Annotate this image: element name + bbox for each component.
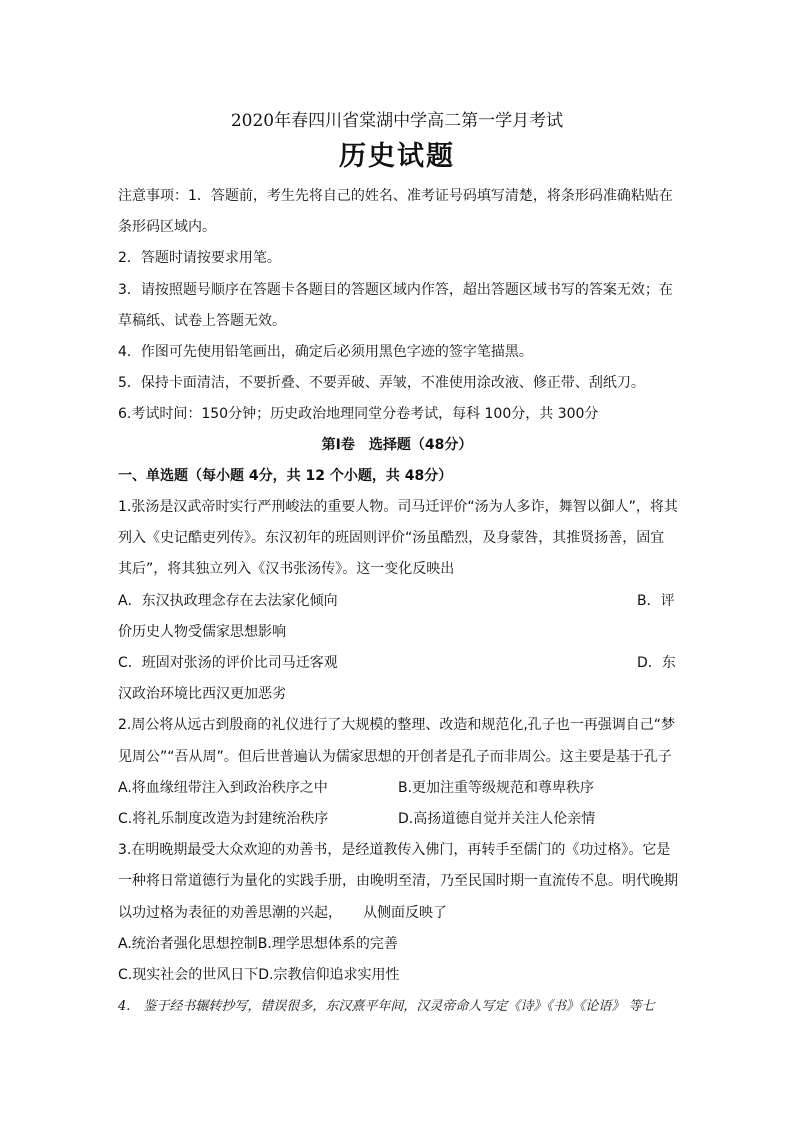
q1-option-a: A．东汉执政理念存在去法家化倾向 <box>118 593 338 609</box>
exam-title: 2020年春四川省棠湖中学高二第一学月考试 <box>230 111 564 131</box>
q1-option-c: C．班固对张汤的评价比司马迁客观 <box>118 655 338 671</box>
subject-title: 历史试题 <box>339 141 455 172</box>
q3-stem-line: 一种将日常道德行为量化的实践手册，由晚明至清，乃至民国时期一直流传不息。明代晚期 <box>118 873 678 889</box>
q1-option-b-head: B．评 <box>637 593 675 609</box>
note-line: 条形码区域内。 <box>118 219 216 235</box>
q1-option-d-tail: 汉政治环境比西汉更加恶劣 <box>118 686 286 702</box>
part-title: 一、单选题（每小题 4分，共 12 个小题，共 48分） <box>118 468 453 484</box>
q1-stem-line: 列入《史记酷吏列传》。东汉初年的班固则评价“汤虽酷烈，及身蒙咎，其推贤扬善，固宜 <box>118 530 665 546</box>
q3-stem-line: 以功过格为表征的劝善思潮的兴起， 从侧面反映了 <box>118 905 447 921</box>
q1-option-d-head: D．东 <box>637 655 676 671</box>
q1-stem-line: 其后”，将其独立列入《汉书张汤传》。这一变化反映出 <box>118 561 455 577</box>
q2-option-c: C.将礼乐制度改造为封建统治秩序 <box>118 811 329 827</box>
q3-options-ab: A.统治者强化思想控制B.理学思想体系的完善 <box>118 936 398 952</box>
note-line: 2．答题时请按要求用笔。 <box>118 250 281 266</box>
note-line: 6.考试时间：150分钟；历史政治地理同堂分卷考试，每科 100分，共 300分 <box>118 406 599 422</box>
q2-stem-line: 见周公”“吾从周”。但后世普遍认为儒家思想的开创者是孔子而非周公。这主要是基于孔子 <box>118 749 672 765</box>
note-line: 注意事项：1．答题前，考生先将自己的姓名、准考证号码填写清楚，将条形码准确粘贴在 <box>118 188 673 204</box>
q2-option-a: A.将血缘纽带注入到政治秩序之中 <box>118 780 328 796</box>
q2-stem-line: 2.周公将从远古到殷商的礼仪进行了大规模的整理、改造和规范化,孔子也一再强调自己“梦 <box>118 717 676 733</box>
q3-options-cd: C.现实社会的世风日下D.宗教信仰追求实用性 <box>118 967 400 983</box>
q2-option-b: B.更加注重等级规范和尊卑秩序 <box>398 780 595 796</box>
note-line: 草稿纸、试卷上答题无效。 <box>118 313 286 329</box>
q1-option-b-tail: 价历史人物受儒家思想影响 <box>118 624 286 640</box>
note-line: 5．保持卡面清洁，不要折叠、不要弄破、弄皱，不准使用涂改液、修正带、刮纸刀。 <box>118 375 645 391</box>
q4-stem-line: 4. 鉴于经书辗转抄写，错误很多，东汉熹平年间，汉灵帝命人写定《诗》《书》《论语》 等七 <box>118 999 655 1014</box>
note-line: 3．请按照题号顺序在答题卡各题目的答题区域内作答，超出答题区域书写的答案无效；在 <box>118 282 673 298</box>
q3-stem-line: 3.在明晚期最受大众欢迎的劝善书，是经道教传入佛门，再转手至儒门的《功过格》。它是 <box>118 842 671 858</box>
q2-option-d: D.高扬道德自觉并关注人伦亲情 <box>398 811 596 827</box>
note-line: 4．作图可先使用铅笔画出，确定后必须用黑色字迹的签字笔描黑。 <box>118 344 533 360</box>
section-title: 第Ⅰ卷 选择题（48分） <box>321 437 473 453</box>
q1-stem-line: 1.张汤是汉武帝时实行严刑峻法的重要人物。司马迁评价“汤为人多诈，舞智以御人”，将其 <box>118 499 678 515</box>
